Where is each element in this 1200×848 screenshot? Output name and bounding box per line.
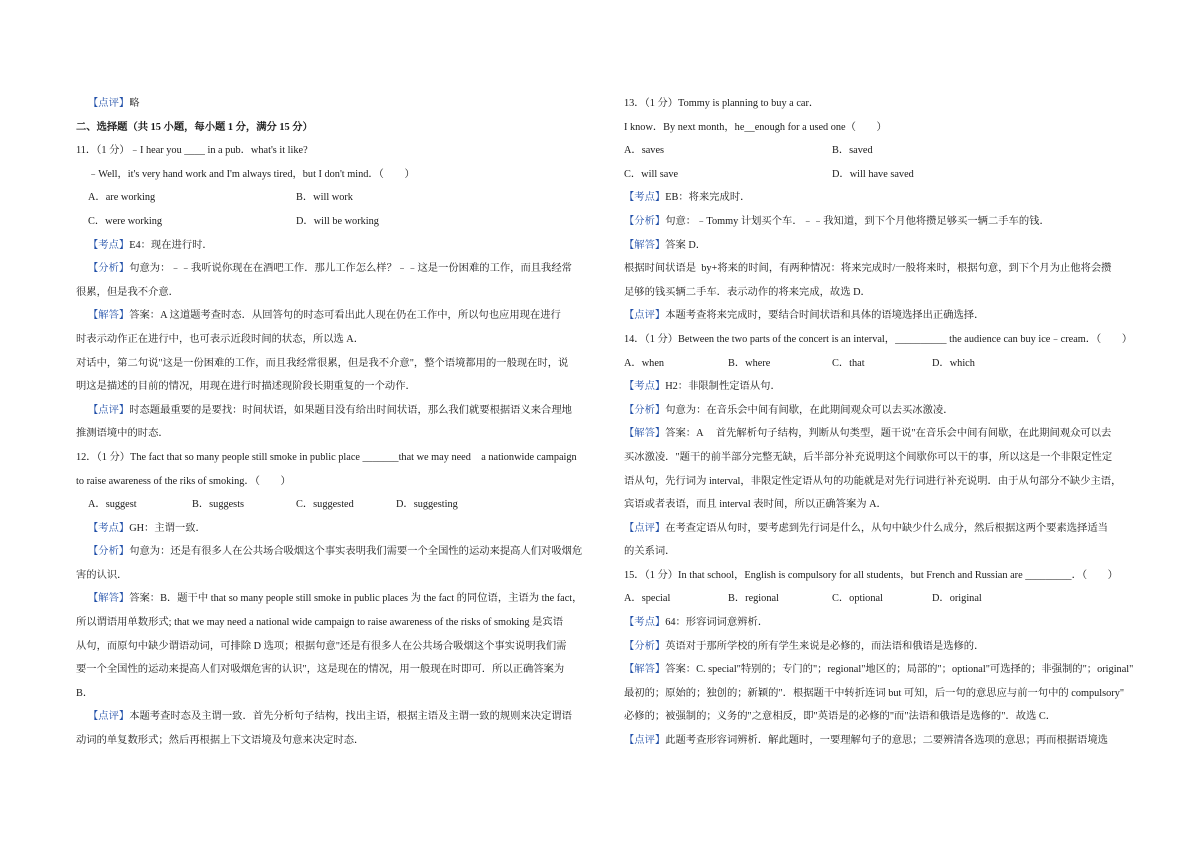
- q15-kaodian: 【考点】64：形容词词意辨析．: [624, 617, 769, 629]
- q15-stem: 15．（1 分）In that school，English is compulsory for all students，but French and Russian are _________．（ ）: [624, 569, 1118, 581]
- q14-dianping-cont: 的关系词．: [624, 546, 676, 558]
- q12-jieda-line3: 从句，而原句中缺少谓语动词，可排除 D 选项；根据句意"还是有很多人在公共场合吸烟这个事实说明我们需: [76, 640, 567, 652]
- q12-option-c: C．suggested: [296, 499, 354, 511]
- q13-fenxi: 【分析】句意：﹣Tommy 计划买个车．﹣﹣我知道，到下个月他将攒足够买一辆二手车的钱．: [624, 215, 1050, 227]
- q14-fenxi: 【分析】句意为：在音乐会中间有间歇，在此期间观众可以去买冰激凌．: [624, 404, 954, 416]
- q11-jieda: 【解答】答案：A 这道题考查时态．从回答句的时态可看出此人现在仍在工作中，所以句也应用现在进行: [88, 310, 561, 322]
- q13-options-row2: [624, 163, 1140, 187]
- q11-option-b: B．will work: [296, 192, 353, 204]
- q15-dianping: 【点评】此题考查形容词辨析．解此题时，一要理解句子的意思；二要辨清各选项的意思；再而根据语境选: [624, 735, 1108, 747]
- q11-option-a: A．are working: [88, 192, 156, 204]
- q13-jieda: 【解答】答案 D．: [624, 239, 707, 251]
- q11-jieda-line2: 时表示动作正在进行中，也可表示近段时间的状态，所以选 A．: [76, 333, 365, 345]
- q11-option-d: D．will be working: [296, 215, 379, 227]
- q12-dianping: 【点评】本题考查时态及主谓一致．首先分析句子结构，找出主语，根据主语及主谓一致的规则来决定谓语: [88, 711, 572, 723]
- q12-dianping-cont: 动词的单复数形式；然后再根据上下文语境及句意来决定时态．: [76, 735, 365, 747]
- q12-stem-line2: to raise awareness of the riks of smoking．（ ）: [76, 475, 291, 487]
- q11-dianping-cont: 推测语境中的时态．: [76, 428, 169, 440]
- q12-option-a: A．suggest: [88, 499, 137, 511]
- right-column: [624, 92, 1140, 753]
- q12-option-d: D．suggesting: [396, 499, 458, 511]
- q12-jieda: 【解答】答案：B．题干中 that so many people still smoke in public places 为 the fact 的同位语，主语为 the fact，: [88, 593, 583, 605]
- q14-dianping: 【点评】在考查定语从句时，要考虑到先行词是什么，从句中缺少什么成分，然后根据这两个要素选择适当: [624, 522, 1108, 534]
- q14-options: [624, 352, 1140, 376]
- q12-jieda-line4: 要一个全国性的运动来提高人们对吸烟危害的认识"，这是现在的情况，用一般现在时即可．所以正确答案为: [76, 664, 565, 676]
- q13-option-c: C．will save: [624, 168, 679, 180]
- q14-option-c: C．that: [832, 357, 865, 369]
- prev-comment: 【点评】略: [88, 98, 140, 109]
- q13-jieda-line3: 足够的钱买辆二手车．表示动作的将来完成，故选 D．: [624, 286, 871, 298]
- q13-options-row1: [624, 139, 1140, 163]
- q15-jieda: 【解答】答案：C. special"特别的；专门的"；regional"地区的；局部的"；optional"可选择的；非强制的"；original": [624, 664, 1134, 676]
- q15-jieda-line3: 必修的；被强制的；义务的"之意相反，即"英语是的必修的"而"法语和俄语是选修的"．故选 C．: [624, 711, 1057, 723]
- q13-stem-line1: 13．（1 分）Tommy is planning to buy a car．: [624, 98, 820, 109]
- q13-option-b: B．saved: [832, 145, 873, 157]
- q14-jieda-line2: 买冰激凌．"题干的前半部分完整无缺，后半部分补充说明这个间歇你可以干的事，所以这是一个非限定性定: [624, 451, 1113, 463]
- q12-stem-line1: 12．（1 分）The fact that so many people still smoke in public place _______that we may need a nationwide campaign: [76, 451, 577, 463]
- q13-kaodian: 【考点】EB：将来完成时．: [624, 192, 751, 204]
- q13-option-a: A．saves: [624, 145, 665, 157]
- q15-option-b: B．regional: [728, 593, 779, 605]
- q14-kaodian: 【考点】H2：非限制性定语从句．: [624, 381, 781, 393]
- q11-fenxi-cont: 很累，但是我不介意．: [76, 286, 179, 298]
- q12-fenxi-cont: 害的认识．: [76, 569, 128, 581]
- q14-option-a: A．when: [624, 357, 665, 369]
- q11-options-row1: [76, 186, 592, 210]
- q14-option-b: B．where: [728, 357, 771, 369]
- q12-option-b: B．suggests: [192, 499, 245, 511]
- left-column: [76, 92, 592, 753]
- q13-dianping: 【点评】本题考查将来完成时，要结合时间状语和具体的语境选择出正确选择．: [624, 310, 985, 322]
- q11-stem-line2: ﹣Well，it's very hand work and I'm always tired，but I don't mind．（ ）: [88, 168, 415, 180]
- q13-jieda-line2: 根据时间状语是 by+将来的时间，有两种情况：将来完成时/一般将来时，根据句意，到下个月为止他将会攒: [624, 263, 1112, 275]
- q13-option-d: D．will have saved: [832, 168, 914, 180]
- q15-fenxi: 【分析】英语对于那所学校的所有学生来说是必修的，而法语和俄语是选修的．: [624, 640, 985, 652]
- q14-option-d: D．which: [932, 357, 975, 369]
- q15-option-d: D．original: [932, 593, 982, 605]
- q11-fenxi: 【分析】句意为：﹣﹣我听说你现在在酒吧工作．那儿工作怎么样？﹣﹣这是一份困难的工作，而且我经常: [88, 263, 572, 275]
- q11-jieda-line4: 明这是描述的目前的情况，用现在进行时描述现阶段长期重复的一个动作．: [76, 381, 416, 393]
- q11-options-row2: [76, 210, 592, 234]
- q11-kaodian: 【考点】E4：现在进行时．: [88, 239, 213, 251]
- q12-fenxi: 【分析】句意为：还是有很多人在公共场合吸烟这个事实表明我们需要一个全国性的运动来提高人们对吸烟危: [88, 546, 583, 558]
- q15-jieda-line2: 最初的；原始的；独创的；新颖的"．根据题干中转折连词 but 可知，后一句的意思应与前一句中的 compulsory": [624, 687, 1125, 699]
- q13-stem-line2: I know．By next month，he__enough for a used one（ ）: [624, 121, 887, 133]
- q11-jieda-line3: 对话中，第二句说"这是一份困难的工作，而且我经常很累，但是我不介意"，整个语境都用的一般现在时，说: [76, 357, 569, 369]
- q12-kaodian: 【考点】GH：主谓一致．: [88, 522, 206, 534]
- q12-options: [76, 493, 592, 517]
- q14-jieda: 【解答】答案：A 首先解析句子结构，判断从句类型，题干说"在音乐会中间有间歇，在此期间观众可以去: [624, 428, 1112, 440]
- q11-stem-line1: 11．（1 分）﹣I hear you ____ in a pub．what's it like?: [76, 145, 308, 157]
- section-title: 二、选择题（共 15 小题，每小题 1 分，满分 15 分）: [76, 121, 313, 133]
- q15-option-a: A．special: [624, 593, 671, 605]
- q11-option-c: C．were working: [88, 215, 163, 227]
- q14-stem: 14．（1 分）Between the two parts of the concert is an interval，__________ the audience can buy ice﹣cream．（ ）: [624, 333, 1133, 345]
- q15-option-c: C．optional: [832, 593, 883, 605]
- q11-dianping: 【点评】时态题最重要的是要找：时间状语，如果题目没有给出时间状语，那么我们就要根据语义来合理地: [88, 404, 572, 416]
- q15-options: [624, 587, 1140, 611]
- q14-jieda-line4: 宾语或者表语，而且 interval 表时间，所以正确答案为 A．: [624, 499, 887, 511]
- q14-jieda-line3: 语从句，先行词为 interval，非限定性定语从句的功能就是对先行词进行补充说明．由于从句部分不缺少主语，: [624, 475, 1122, 487]
- q12-jieda-line5: B．: [76, 687, 94, 699]
- q12-jieda-line2: 所以谓语用单数形式; that we may need a national wide campaign to raise awareness of the risks of smoking 是宾语: [76, 617, 563, 629]
